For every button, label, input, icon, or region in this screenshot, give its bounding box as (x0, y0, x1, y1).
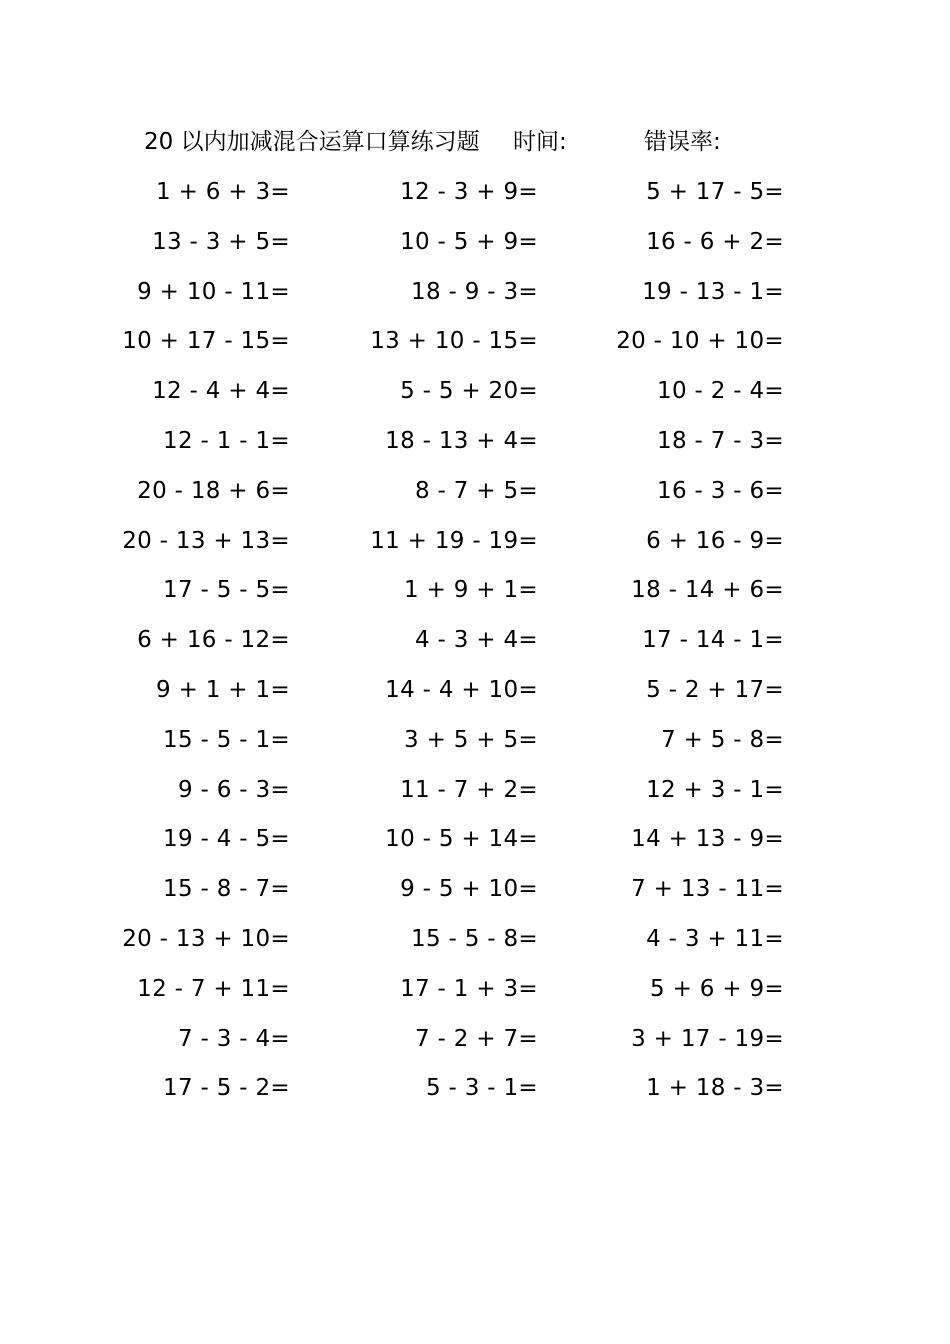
problem: 13 + 10 - 15= (370, 328, 538, 355)
problem-row (0, 819, 950, 869)
problem: 4 - 3 + 11= (646, 925, 784, 952)
problem: 12 - 3 + 9= (400, 179, 538, 205)
problem: 1 + 18 - 3= (646, 1075, 784, 1102)
problem: 16 - 3 - 6= (657, 477, 784, 504)
problem: 7 + 5 - 8= (661, 726, 784, 753)
problem-row (0, 570, 950, 620)
problem: 5 + 6 + 9= (650, 975, 784, 1002)
problem-row (0, 371, 950, 421)
problem: 11 + 19 - 19= (370, 527, 538, 554)
problem: 9 - 6 - 3= (177, 776, 290, 803)
problem-row (0, 172, 950, 222)
problem: 14 + 13 - 9= (631, 826, 784, 853)
problem: 12 - 7 + 11= (137, 975, 290, 1002)
problem: 10 - 5 + 9= (400, 228, 538, 255)
problem: 5 - 3 - 1= (425, 1075, 538, 1102)
problem-grid (0, 172, 950, 1118)
problem: 9 + 1 + 1= (156, 676, 290, 703)
problem: 14 - 4 + 10= (385, 676, 538, 703)
problem: 15 - 8 - 7= (163, 876, 290, 903)
problem: 18 - 9 - 3= (411, 278, 538, 305)
problem: 12 - 1 - 1= (163, 427, 290, 454)
problem: 15 - 5 - 8= (411, 925, 538, 952)
problem: 3 + 17 - 19= (631, 1025, 784, 1052)
problem-row (0, 720, 950, 770)
problem: 10 + 17 - 15= (122, 328, 290, 355)
problem: 19 - 13 - 1= (642, 278, 784, 305)
time-label: 时间: (513, 129, 567, 155)
problem: 11 - 7 + 2= (400, 776, 538, 803)
problem-row (0, 222, 950, 272)
problem: 16 - 6 + 2= (646, 228, 784, 255)
problem-row (0, 770, 950, 820)
problem: 12 + 3 - 1= (646, 776, 784, 803)
problem: 20 - 13 + 10= (122, 925, 290, 952)
problem: 6 + 16 - 9= (646, 527, 784, 554)
problem: 5 + 17 - 5= (646, 179, 784, 205)
problem: 18 - 7 - 3= (657, 427, 784, 454)
problem-row (0, 321, 950, 371)
problem-row (0, 272, 950, 322)
problem-row (0, 421, 950, 471)
problem: 3 + 5 + 5= (404, 726, 538, 753)
problem: 1 + 6 + 3= (156, 179, 290, 205)
problem: 1 + 9 + 1= (404, 577, 538, 604)
problem-row (0, 1068, 950, 1118)
problem: 9 + 10 - 11= (137, 278, 290, 305)
problem: 17 - 5 - 5= (163, 577, 290, 604)
problem-row (0, 521, 950, 571)
worksheet-title: 20 以内加减混合运算口算练习题 (144, 129, 480, 155)
error-rate-label: 错误率: (644, 129, 721, 155)
problem: 10 - 5 + 14= (385, 826, 538, 853)
problem: 20 - 13 + 13= (122, 527, 290, 554)
problem: 20 - 10 + 10= (616, 328, 784, 355)
problem: 20 - 18 + 6= (137, 477, 290, 504)
problem: 5 - 2 + 17= (646, 676, 784, 703)
problem: 4 - 3 + 4= (415, 627, 538, 654)
problem: 7 - 2 + 7= (415, 1025, 538, 1052)
problem: 12 - 4 + 4= (152, 378, 290, 405)
problem-row (0, 919, 950, 969)
problem: 7 - 3 - 4= (177, 1025, 290, 1052)
problem: 7 + 13 - 11= (631, 876, 784, 903)
problem: 17 - 14 - 1= (642, 627, 784, 654)
problem: 13 - 3 + 5= (152, 228, 290, 255)
problem-row (0, 620, 950, 670)
problem: 9 - 5 + 10= (400, 876, 538, 903)
problem-row (0, 969, 950, 1019)
problem-row (0, 670, 950, 720)
problem: 17 - 5 - 2= (163, 1075, 290, 1102)
problem: 15 - 5 - 1= (163, 726, 290, 753)
problem: 18 - 14 + 6= (631, 577, 784, 604)
problem: 5 - 5 + 20= (400, 378, 538, 405)
problem: 17 - 1 + 3= (400, 975, 538, 1002)
problem-row (0, 1019, 950, 1069)
problem: 19 - 4 - 5= (163, 826, 290, 853)
problem: 18 - 13 + 4= (385, 427, 538, 454)
problem: 8 - 7 + 5= (415, 477, 538, 504)
problem-row (0, 471, 950, 521)
problem: 6 + 16 - 12= (137, 627, 290, 654)
problem-row (0, 869, 950, 919)
problem: 10 - 2 - 4= (657, 378, 784, 405)
